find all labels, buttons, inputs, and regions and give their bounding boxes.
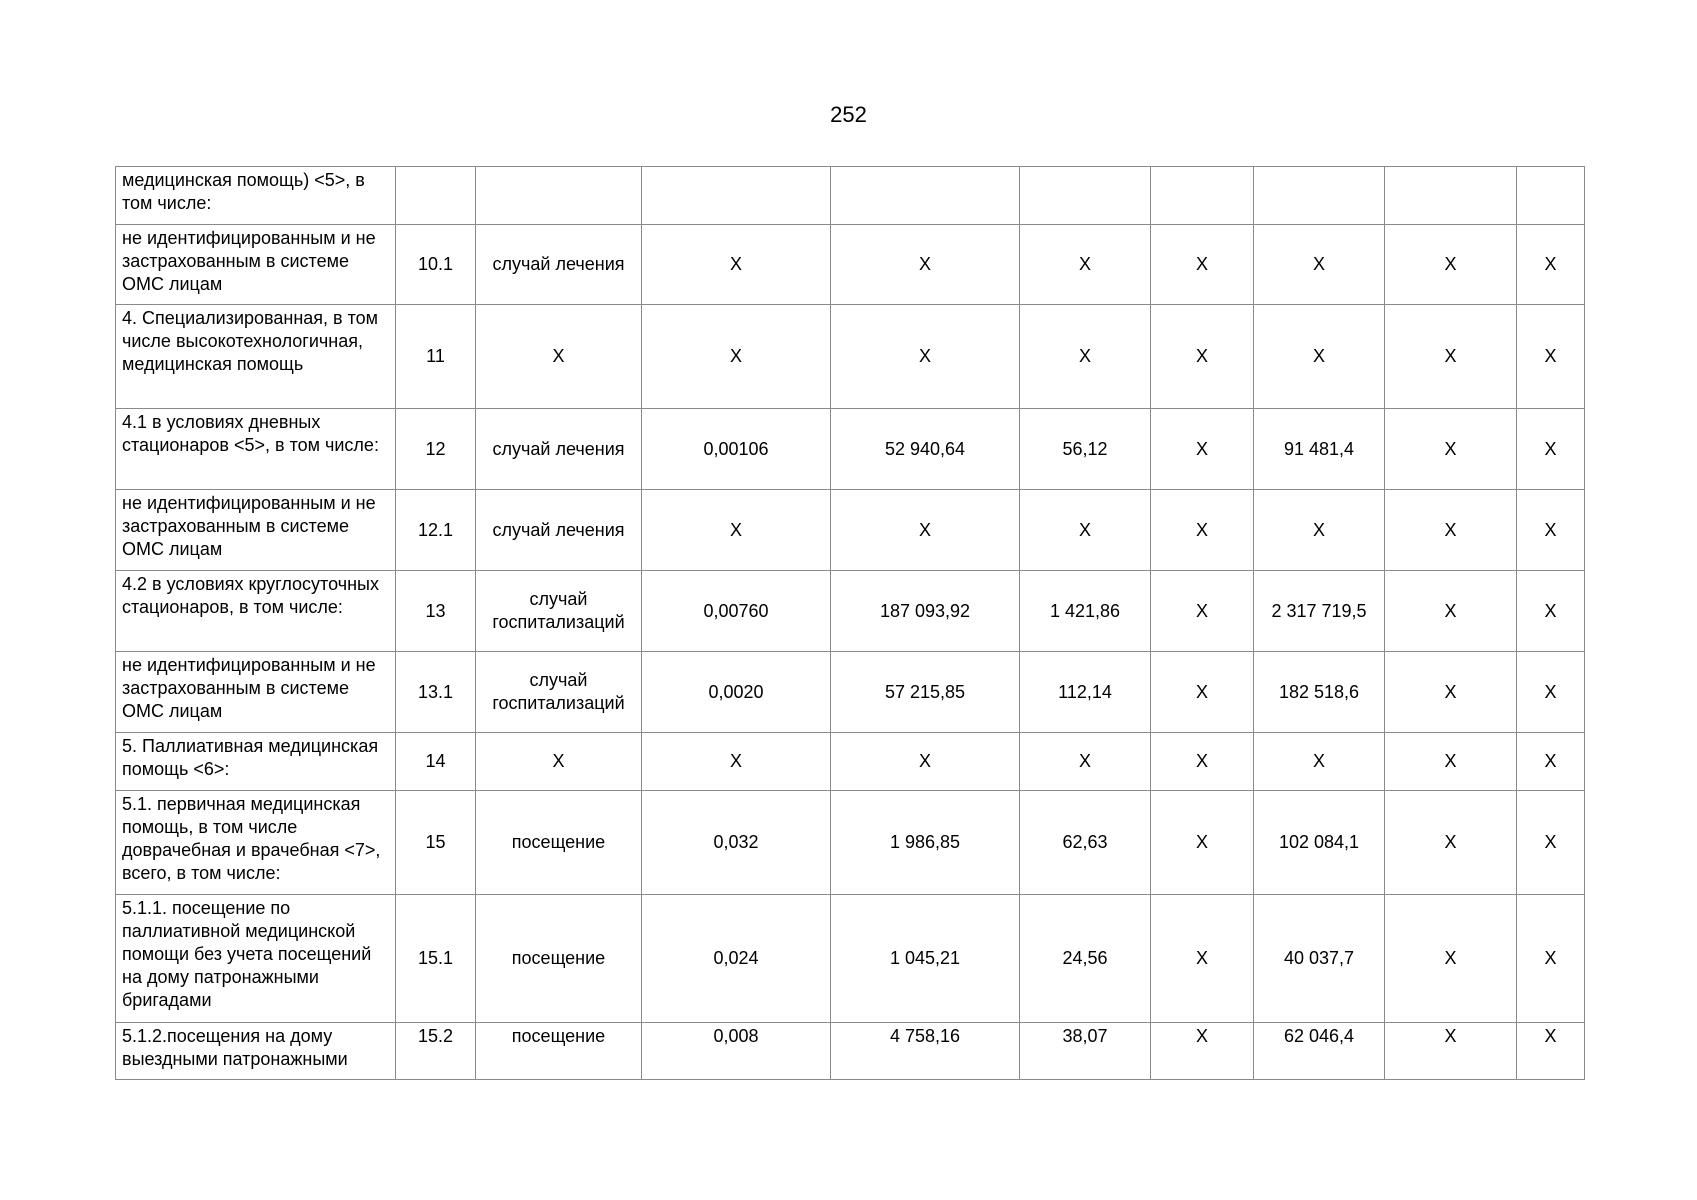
table-cell: X [1151, 571, 1254, 652]
row-label-cell: не идентифицированным и не застрахованным в системе ОМС лицам [116, 225, 396, 305]
table-cell: X [831, 225, 1020, 305]
table-cell [1020, 167, 1151, 225]
table-cell: X [1385, 225, 1517, 305]
table-cell [1517, 167, 1585, 225]
table-cell: 40 037,7 [1254, 895, 1385, 1023]
table-cell: X [1385, 1023, 1517, 1080]
table-cell: 14 [396, 733, 476, 791]
table-cell: X [1517, 652, 1585, 733]
table-cell: X [1151, 225, 1254, 305]
table-cell: 38,07 [1020, 1023, 1151, 1080]
table-cell [642, 167, 831, 225]
table-cell: X [1517, 791, 1585, 895]
table-cell: 15 [396, 791, 476, 895]
row-label-cell: 5.1.1. посещение по паллиативной медицинской помощи без учета посещений на дому патронажными бригадами [116, 895, 396, 1023]
table-cell: 0,024 [642, 895, 831, 1023]
table-cell: случай госпитализаций [476, 571, 642, 652]
table-cell: 15.1 [396, 895, 476, 1023]
table-cell: X [1020, 305, 1151, 409]
table-row [116, 490, 1585, 571]
table-cell [1385, 167, 1517, 225]
table-row [116, 305, 1585, 409]
row-label-cell: 5.1. первичная медицинская помощь, в том числе доврачебная и врачебная <7>, всего, в том числе: [116, 791, 396, 895]
table-cell: X [1151, 791, 1254, 895]
table-cell: X [1517, 571, 1585, 652]
table-cell: 182 518,6 [1254, 652, 1385, 733]
table-cell: X [642, 305, 831, 409]
table-cell: 112,14 [1020, 652, 1151, 733]
table-cell: 57 215,85 [831, 652, 1020, 733]
row-label-cell: 4. Специализированная, в том числе высокотехнологичная, медицинская помощь [116, 305, 396, 409]
table-cell: посещение [476, 1023, 642, 1080]
table-cell: X [1020, 225, 1151, 305]
table-cell: X [1517, 225, 1585, 305]
table-cell: X [1517, 895, 1585, 1023]
table-cell: X [1385, 305, 1517, 409]
table-cell [831, 167, 1020, 225]
table-cell: 12 [396, 409, 476, 490]
table-row [116, 733, 1585, 791]
table-cell: 13 [396, 571, 476, 652]
table-cell: X [1254, 733, 1385, 791]
table-cell: X [1151, 895, 1254, 1023]
table-cell: X [1151, 305, 1254, 409]
table-cell: 15.2 [396, 1023, 476, 1080]
table-cell: 187 093,92 [831, 571, 1020, 652]
table-cell: 0,00106 [642, 409, 831, 490]
table-cell: X [1385, 652, 1517, 733]
row-label-cell: не идентифицированным и не застрахованным в системе ОМС лицам [116, 490, 396, 571]
table-cell: X [1151, 409, 1254, 490]
row-label-cell: 5.1.2.посещения на дому выездными патронажными [116, 1023, 396, 1080]
table-cell: X [1151, 1023, 1254, 1080]
table-cell: посещение [476, 895, 642, 1023]
row-label-cell: 4.2 в условиях круглосуточных стационаров, в том числе: [116, 571, 396, 652]
table-cell: X [831, 733, 1020, 791]
table-cell: X [831, 305, 1020, 409]
table-cell: 1 045,21 [831, 895, 1020, 1023]
table-cell [396, 167, 476, 225]
table-row [116, 895, 1585, 1023]
page-number: 252 [830, 102, 867, 127]
table-cell: 24,56 [1020, 895, 1151, 1023]
table-cell: X [1151, 490, 1254, 571]
table-cell: 2 317 719,5 [1254, 571, 1385, 652]
table-row [116, 225, 1585, 305]
table-cell: случай лечения [476, 225, 642, 305]
table-row [116, 791, 1585, 895]
table-cell: X [476, 733, 642, 791]
table-cell: X [1151, 652, 1254, 733]
table-cell: 102 084,1 [1254, 791, 1385, 895]
table-cell: 91 481,4 [1254, 409, 1385, 490]
table-cell: 0,00760 [642, 571, 831, 652]
table-cell: X [1385, 490, 1517, 571]
table-cell: X [1254, 305, 1385, 409]
table-cell: X [1385, 409, 1517, 490]
table-cell: посещение [476, 791, 642, 895]
table-cell: X [1254, 225, 1385, 305]
table-cell: X [642, 733, 831, 791]
table-cell: X [1517, 490, 1585, 571]
table-row [116, 652, 1585, 733]
table-cell: X [1254, 490, 1385, 571]
table-cell: 52 940,64 [831, 409, 1020, 490]
table-cell: 13.1 [396, 652, 476, 733]
table-cell: X [1020, 733, 1151, 791]
table-cell: 11 [396, 305, 476, 409]
table-cell: 0,032 [642, 791, 831, 895]
table-cell: X [1020, 490, 1151, 571]
table-row [116, 167, 1585, 225]
table-cell: X [1151, 733, 1254, 791]
table-cell [1254, 167, 1385, 225]
table-cell: X [1385, 733, 1517, 791]
table-cell: X [642, 490, 831, 571]
table-cell: 1 421,86 [1020, 571, 1151, 652]
row-label-cell: 5. Паллиативная медицинская помощь <6>: [116, 733, 396, 791]
table-cell: 0,0020 [642, 652, 831, 733]
table-cell: 4 758,16 [831, 1023, 1020, 1080]
table-cell [476, 167, 642, 225]
table-cell: случай госпитализаций [476, 652, 642, 733]
table-cell: 12.1 [396, 490, 476, 571]
table-cell: X [642, 225, 831, 305]
table-cell: X [1385, 895, 1517, 1023]
table-cell: случай лечения [476, 409, 642, 490]
table-cell: 62 046,4 [1254, 1023, 1385, 1080]
table-cell: 62,63 [1020, 791, 1151, 895]
data-table [115, 166, 1585, 1080]
table-cell: X [1517, 409, 1585, 490]
table-cell: X [476, 305, 642, 409]
row-label-cell: 4.1 в условиях дневных стационаров <5>, в том числе: [116, 409, 396, 490]
table-row [116, 409, 1585, 490]
table-cell: 56,12 [1020, 409, 1151, 490]
table-cell: X [1517, 305, 1585, 409]
table-cell [1151, 167, 1254, 225]
row-label-cell: медицинская помощь) <5>, в том числе: [116, 167, 396, 225]
row-label-cell: не идентифицированным и не застрахованным в системе ОМС лицам [116, 652, 396, 733]
table-cell: 10.1 [396, 225, 476, 305]
table-row [116, 571, 1585, 652]
table-cell: X [1385, 791, 1517, 895]
table-cell: X [1517, 1023, 1585, 1080]
table-row [116, 1023, 1585, 1080]
table-cell: 1 986,85 [831, 791, 1020, 895]
table-cell: X [1385, 571, 1517, 652]
table-cell: X [1517, 733, 1585, 791]
table-cell: X [831, 490, 1020, 571]
table-cell: 0,008 [642, 1023, 831, 1080]
table-cell: случай лечения [476, 490, 642, 571]
